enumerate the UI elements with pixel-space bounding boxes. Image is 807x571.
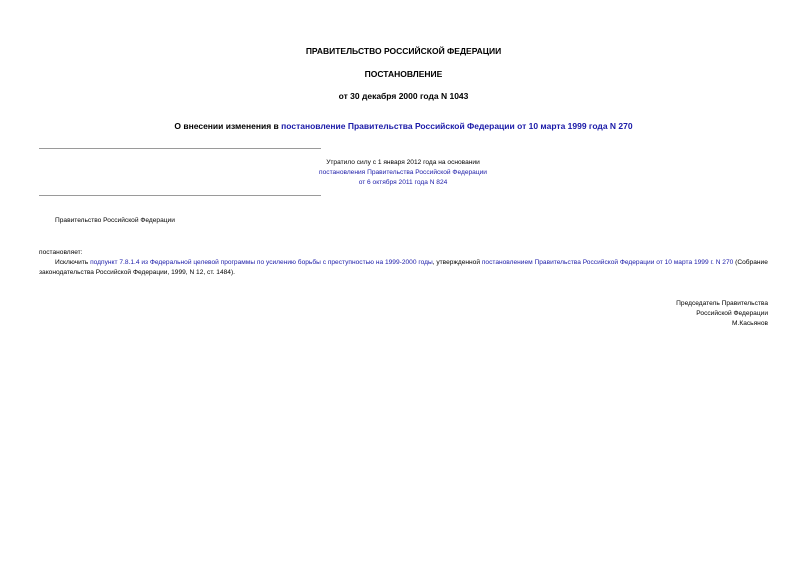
signature-line2: Российской Федерации <box>696 310 768 317</box>
date-number-heading: от 30 декабря 2000 года N 1043 <box>338 91 469 101</box>
status-note-link-line2[interactable]: постановления Правительства Российской Федерации <box>319 169 487 176</box>
resolves-text: постановляет: <box>39 249 83 256</box>
title-prefix: О внесении изменения в <box>174 121 282 131</box>
bottom-divider <box>39 195 321 196</box>
resolution-270-link[interactable]: постановлением Правительства Российской Федерации от 10 марта 1999 г. N 270 <box>481 259 734 266</box>
status-note <box>248 158 558 188</box>
status-note-link-line3[interactable]: от 6 октября 2011 года N 824 <box>358 179 448 186</box>
para-end: (Собрание законодательства Российской Федерации, 1999, N 12, ст. 1484). <box>39 259 768 276</box>
title-link[interactable]: постановление Правительства Российской Федерации от 10 марта 1999 года N 270 <box>281 121 633 131</box>
document-title <box>0 121 807 131</box>
resolution-paragraph <box>39 258 771 278</box>
top-divider <box>39 148 321 149</box>
issuer-text: Правительство Российской Федерации <box>55 217 175 224</box>
signature-line3: М.Касьянов <box>732 320 768 327</box>
doc-type-heading: ПОСТАНОВЛЕНИЕ <box>364 69 443 79</box>
signature-line1: Председатель Правительства <box>676 300 768 307</box>
signature-block <box>568 299 768 329</box>
status-note-line1: Утратило силу с 1 января 2012 года на основании <box>326 159 480 166</box>
subitem-link[interactable]: подпункт 7.8.1.4 из Федеральной целевой программы по усилению борьбы с преступностью на 1999-2000 годы <box>90 259 433 266</box>
government-heading: ПРАВИТЕЛЬСТВО РОССИЙСКОЙ ФЕДЕРАЦИИ <box>305 46 502 56</box>
para-mid: , утвержденной <box>432 259 482 266</box>
para-start: Исключить <box>55 259 91 266</box>
